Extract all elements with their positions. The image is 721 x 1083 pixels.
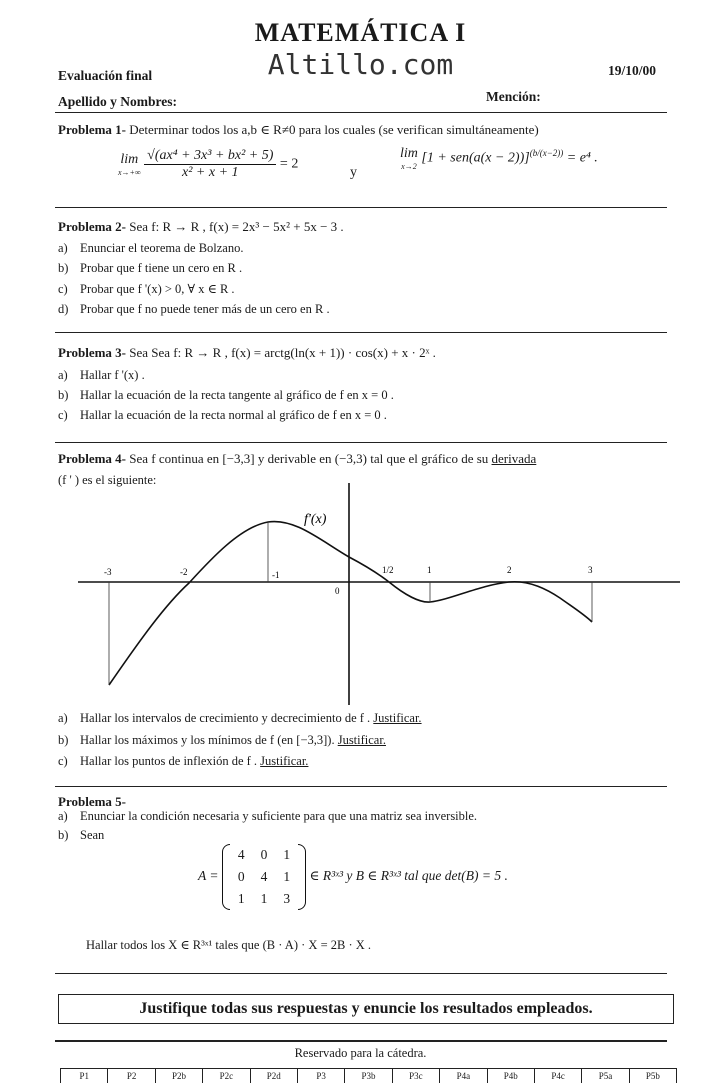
problem-4-item-b: b) Hallar los máximos y los mínimos de f (en [−3,3]). Justificar. <box>58 733 386 747</box>
matrix-a <box>222 844 306 910</box>
notice-box: Justifique todas sus respuestas y enuncie los resultados empleados. <box>58 994 674 1024</box>
problem-5-item-b: b) Sean <box>58 828 105 842</box>
problem-3-item-c: c) Hallar la ecuación de la recta normal al gráfico de f en x = 0 . <box>58 408 387 422</box>
problem-3-item-a: a) Hallar f '(x) . <box>58 368 145 382</box>
mention-label: Mención: <box>486 89 541 104</box>
problem-4-text: Sea f continua en [−3,3] y derivable en (−3,3) tal que el gráfico de su <box>129 451 489 466</box>
tick-label-1: 1 <box>427 565 432 575</box>
reserved-label: Reservado para la cátedra. <box>294 1046 427 1060</box>
problem-5-find: Hallar todos los X ∈ R³ˣ¹ tales que (B · A) · X = 2B · X . <box>86 938 372 952</box>
matrix-rhs: ∈ R³ˣ³ y B ∈ R³ˣ³ tal que det(B) = 5 . <box>309 868 508 884</box>
problem-4-item-c: c) Hallar los puntos de inflexión de f . Justificar. <box>58 754 309 768</box>
matrix-cell: 1 <box>260 891 268 906</box>
matrix-cell: 4 <box>260 869 268 884</box>
problem-2-text: Sea f: R → R , f(x) = 2x³ − 5x² + 5x − 3 . <box>129 219 344 234</box>
problem-1-label: Problema 1- <box>58 122 126 137</box>
problem-5-statement <box>58 794 126 810</box>
problem-2-item-a: a) Enunciar el teorema de Bolzano. <box>58 241 244 255</box>
limit-2-base: [1 + sen(a(x − 2))] <box>421 150 530 166</box>
tick-label-neg1: -1 <box>272 570 280 580</box>
problem-2-item-c: c) Probar que f '(x) > 0, ∀ x ∈ R . <box>58 282 235 296</box>
problem-5-label: Problema 5- <box>58 794 126 809</box>
limit-1-numerator: √(ax⁴ + 3x³ + bx² + 5) <box>144 148 276 165</box>
limit-2-result: = e⁴ . <box>566 150 598 166</box>
problem-4-text-line-2: (f ' ) es el siguiente: <box>58 473 157 487</box>
exam-type: Evaluación final <box>58 68 153 83</box>
watermark: Altillo.com <box>267 48 454 81</box>
divider <box>55 973 667 974</box>
derivative-curve <box>109 522 592 685</box>
divider <box>55 786 667 787</box>
grade-col: P5b <box>629 1069 676 1083</box>
tick-label-2: 2 <box>507 565 512 575</box>
derivada-word: derivada <box>491 451 537 466</box>
limit-1-result: = 2 <box>279 156 299 172</box>
matrix-cell: 1 <box>283 869 291 884</box>
matrix-lhs: A = <box>198 868 219 884</box>
limit-operator: lim x→2 <box>400 146 418 171</box>
tick-label-neg2: -2 <box>180 567 188 577</box>
grade-col: P3c <box>392 1069 439 1083</box>
problem-2-item-d: d) Probar que f no puede tener más de un cero en R . <box>58 302 330 316</box>
problem-2-label: Problema 2- <box>58 219 126 234</box>
matrix-cell: 0 <box>260 847 268 862</box>
problem-3-text: Sea Sea f: R → R , f(x) = arctg(ln(x + 1)) · cos(x) + x · 2ˣ . <box>129 345 436 360</box>
curve-label: f'(x) <box>304 512 327 527</box>
grade-col: P3 <box>297 1069 344 1083</box>
matrix-definition <box>198 844 508 910</box>
tick-label-3: 3 <box>588 565 593 575</box>
grade-table <box>60 1068 677 1083</box>
divider <box>55 1040 667 1042</box>
problem-3-label: Problema 3- <box>58 345 126 360</box>
name-label: Apellido y Nombres: <box>58 94 178 109</box>
origin-label: 0 <box>335 586 340 596</box>
matrix-cell: 4 <box>237 847 245 862</box>
matrix-cell: 0 <box>237 869 245 884</box>
limit-1-denominator: x² + x + 1 <box>182 165 239 180</box>
conjunction: y <box>350 165 357 180</box>
grade-col: P2d <box>250 1069 297 1083</box>
exam-date: 19/10/00 <box>608 63 657 78</box>
problem-3-item-b: b) Hallar la ecuación de la recta tangente al gráfico de f en x = 0 . <box>58 388 394 402</box>
matrix-cell: 1 <box>237 891 245 906</box>
grade-col: P3b <box>344 1069 391 1083</box>
grade-col: P2c <box>202 1069 249 1083</box>
grade-col: P4a <box>439 1069 486 1083</box>
problem-2-item-b: b) Probar que f tiene un cero en R . <box>58 261 243 275</box>
matrix-cell: 1 <box>283 847 291 862</box>
limit-operator: lim x→+∞ <box>118 152 141 177</box>
problem-4-item-a: a) Hallar los intervalos de crecimiento y decrecimiento de f . Justificar. <box>58 711 422 725</box>
grade-col: P2 <box>107 1069 154 1083</box>
page-title: MATEMÁTICA I <box>254 18 467 47</box>
problem-4-label: Problema 4- <box>58 451 126 466</box>
problem-5-item-a: a) Enunciar la condición necesaria y suficiente para que una matriz sea inversible. <box>58 809 478 823</box>
tick-label-neg3: -3 <box>104 567 112 577</box>
grade-col: P5a <box>581 1069 628 1083</box>
matrix-cell: 3 <box>283 891 291 906</box>
grade-col: P2b <box>155 1069 202 1083</box>
grade-col: P1 <box>79 1071 89 1081</box>
grade-col: P4c <box>534 1069 581 1083</box>
limit-2-exponent: (b/(x−2)) <box>529 148 564 159</box>
problem-1-text: Determinar todos los a,b ∈ R≠0 para los cuales (se verifican simultáneamente) <box>129 122 539 137</box>
grade-col: P4b <box>487 1069 534 1083</box>
tick-label-half: 1/2 <box>382 565 394 575</box>
